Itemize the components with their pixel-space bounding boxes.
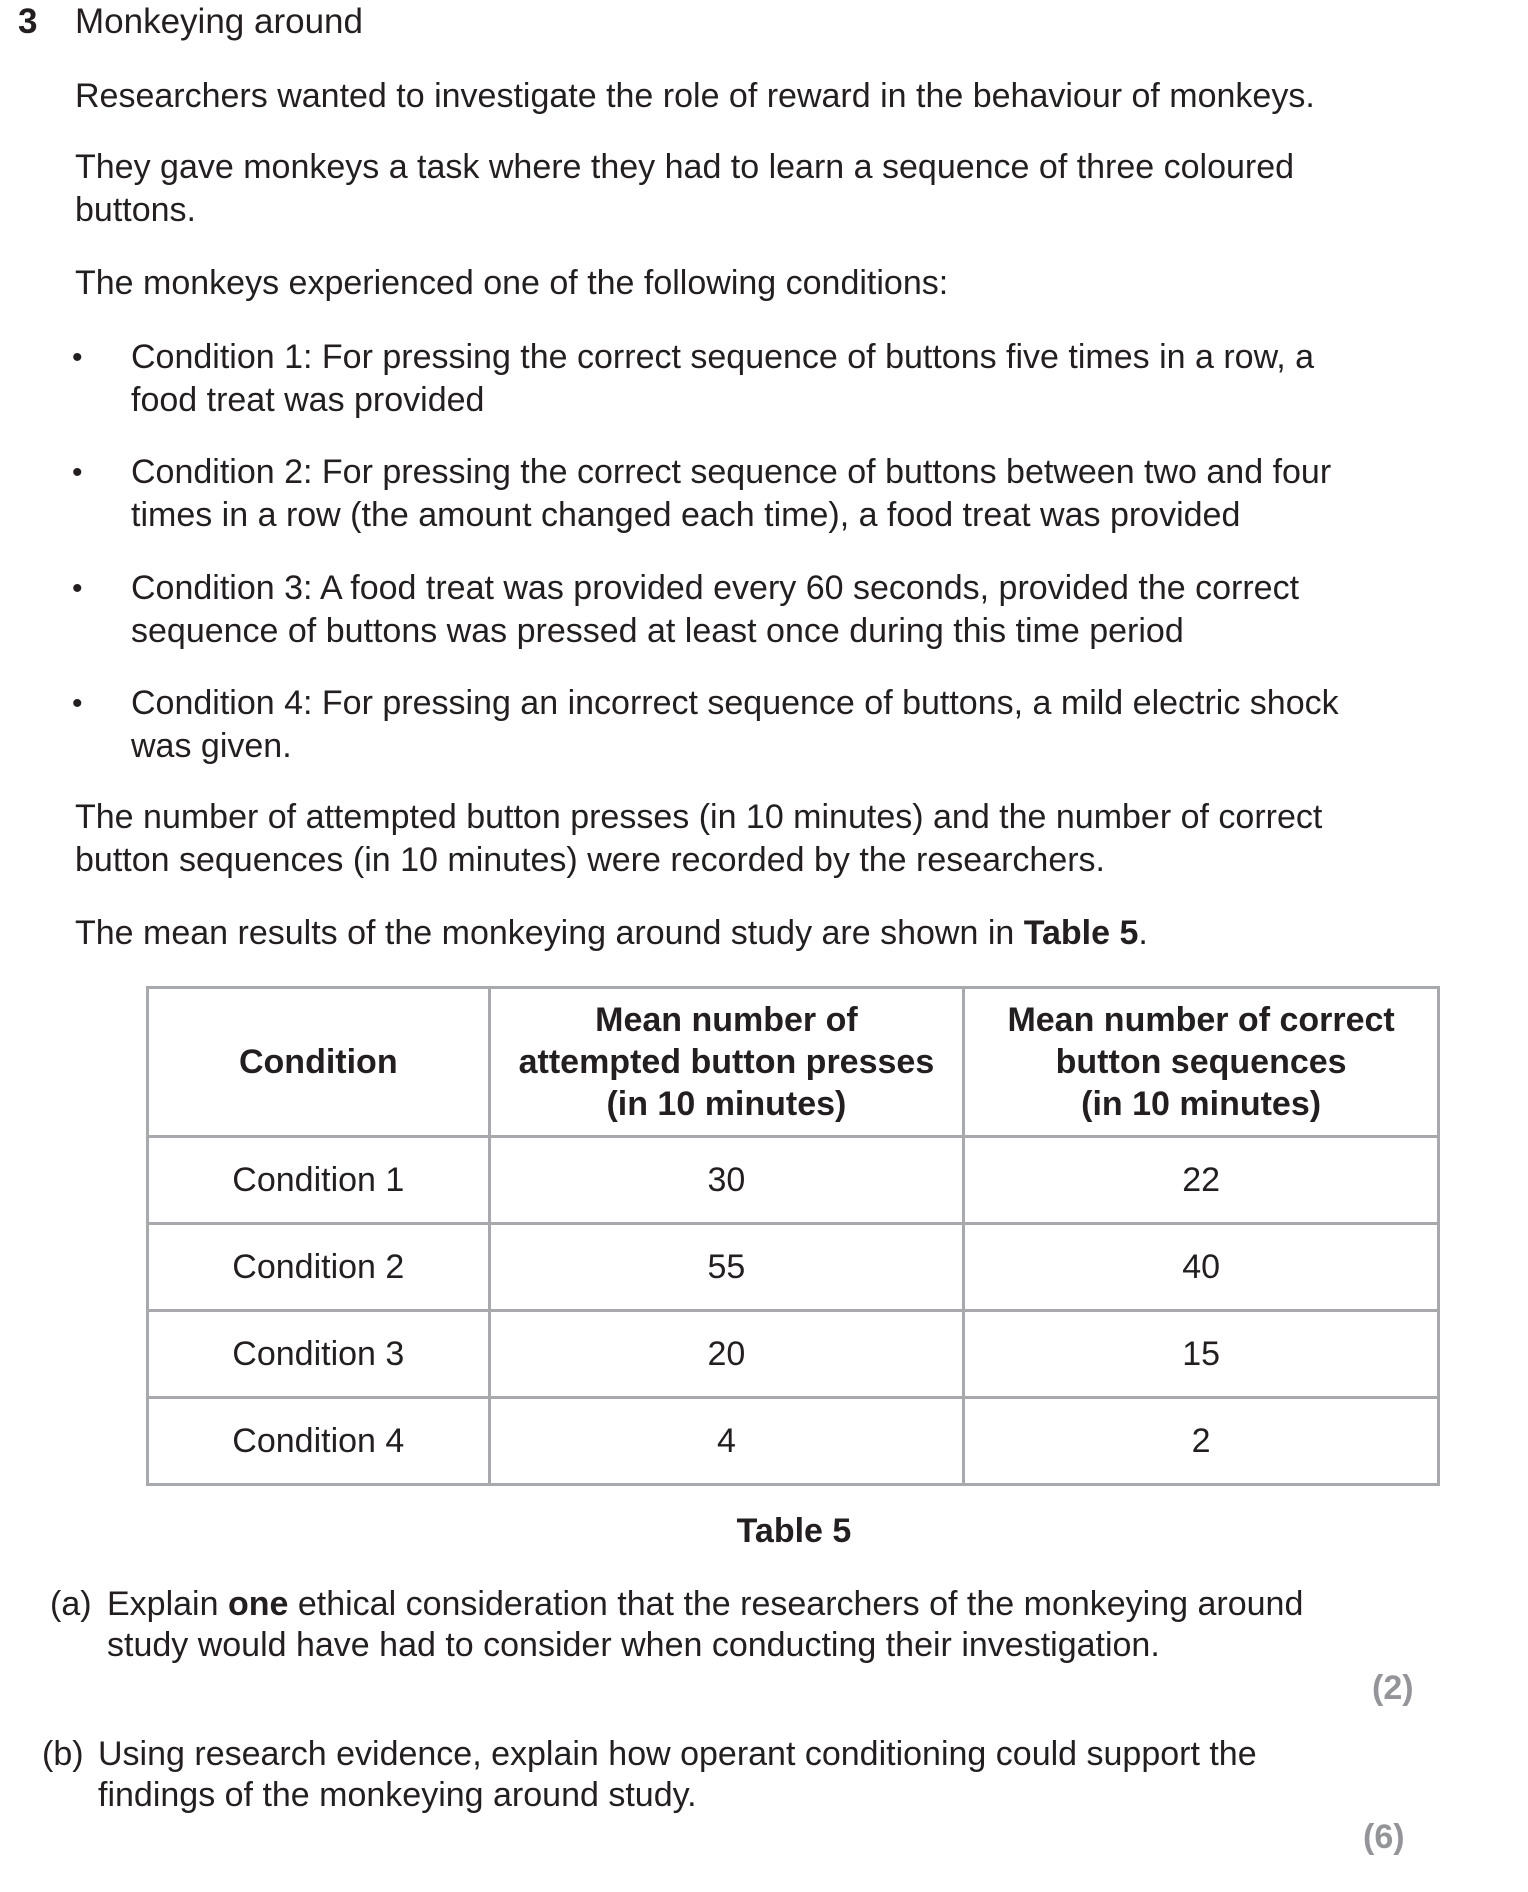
intro-paragraph-2 — [75, 146, 1375, 232]
results-intro-text: The mean results of the monkeying around study are shown in — [75, 914, 1024, 952]
table-cell-condition: Condition 3 — [148, 1311, 490, 1398]
table-caption: Table 5 — [736, 1512, 852, 1550]
table-cell-condition: Condition 4 — [148, 1398, 490, 1485]
question-title: Monkeying around — [75, 2, 363, 41]
intro-paragraph-3: The monkeys experienced one of the following conditions: — [75, 264, 949, 302]
method-paragraph — [75, 796, 1375, 882]
table-cell-correct: 2 — [964, 1398, 1439, 1485]
part-b-question — [98, 1734, 1378, 1816]
condition-item-2 — [131, 451, 1391, 537]
table-row — [148, 1137, 1439, 1224]
table-row — [148, 1311, 1439, 1398]
part-a-marks: (2) — [1372, 1669, 1414, 1707]
table-cell-attempted: 20 — [489, 1311, 964, 1398]
part-b-label: (b) — [42, 1735, 84, 1773]
part-a-question — [107, 1584, 1387, 1666]
part-b-line-2: findings of the monkeying around study. — [98, 1776, 697, 1814]
part-a-line-1-end: ethical consideration that the researchers of the monkeying around — [288, 1585, 1304, 1623]
method-paragraph-line-2: button sequences (in 10 minutes) were recorded by the researchers. — [75, 841, 1105, 879]
table-reference: Table 5 — [1023, 914, 1139, 952]
bullet-icon: • — [72, 456, 83, 489]
table-cell-attempted: 4 — [489, 1398, 964, 1485]
condition-item-4 — [131, 682, 1391, 768]
header-condition — [148, 988, 490, 1137]
condition-item-1-line-1: Condition 1: For pressing the correct sequence of buttons five times in a row, a — [131, 338, 1315, 376]
header-attempted-line-2: attempted button presses — [518, 1043, 935, 1081]
part-a-emphasis: one — [227, 1585, 289, 1623]
header-correct-line-3: (in 10 minutes) — [1081, 1085, 1322, 1123]
part-b-line-1: Using research evidence, explain how operant conditioning could support the — [98, 1735, 1257, 1773]
question-number: 3 — [18, 2, 38, 41]
table-row — [148, 1398, 1439, 1485]
condition-item-2-line-2: times in a row (the amount changed each time), a food treat was provided — [131, 496, 1241, 534]
bullet-icon: • — [72, 572, 83, 605]
condition-item-1-line-2: food treat was provided — [131, 381, 485, 419]
bullet-icon: • — [72, 341, 83, 374]
header-attempted-presses — [489, 988, 964, 1137]
header-attempted-line-1: Mean number of — [595, 1001, 858, 1039]
part-a-line-1-start: Explain — [107, 1585, 228, 1623]
table-cell-correct: 22 — [964, 1137, 1439, 1224]
part-b-marks: (6) — [1363, 1818, 1405, 1856]
intro-paragraph-2-line-1: They gave monkeys a task where they had to learn a sequence of three coloured — [75, 148, 1295, 186]
condition-item-3-line-2: sequence of buttons was pressed at least once during this time period — [131, 612, 1184, 650]
table-cell-attempted: 55 — [489, 1224, 964, 1311]
condition-item-1 — [131, 336, 1391, 422]
results-table — [146, 986, 1440, 1486]
table-cell-condition: Condition 2 — [148, 1224, 490, 1311]
bullet-icon: • — [72, 687, 83, 720]
header-correct-line-1: Mean number of correct — [1007, 1001, 1395, 1039]
table-header-row — [148, 988, 1439, 1137]
intro-paragraph-2-line-2: buttons. — [75, 191, 196, 229]
condition-item-3 — [131, 567, 1391, 653]
header-attempted-line-3: (in 10 minutes) — [606, 1085, 847, 1123]
results-intro-end: . — [1138, 914, 1148, 952]
table-cell-correct: 40 — [964, 1224, 1439, 1311]
table-cell-condition: Condition 1 — [148, 1137, 490, 1224]
condition-item-2-line-1: Condition 2: For pressing the correct sequence of buttons between two and four — [131, 453, 1332, 491]
part-a-label: (a) — [50, 1585, 92, 1623]
results-intro — [75, 912, 1375, 955]
condition-item-4-line-1: Condition 4: For pressing an incorrect sequence of buttons, a mild electric shock — [131, 684, 1339, 722]
condition-item-3-line-1: Condition 3: A food treat was provided every 60 seconds, provided the correct — [131, 569, 1300, 607]
part-a-line-2: study would have had to consider when conducting their investigation. — [107, 1626, 1160, 1664]
method-paragraph-line-1: The number of attempted button presses (in 10 minutes) and the number of correct — [75, 798, 1323, 836]
header-correct-line-2: button sequences — [1055, 1043, 1347, 1081]
table-cell-attempted: 30 — [489, 1137, 964, 1224]
condition-item-4-line-2: was given. — [131, 727, 292, 765]
table-cell-correct: 15 — [964, 1311, 1439, 1398]
table-row — [148, 1224, 1439, 1311]
intro-paragraph-1: Researchers wanted to investigate the role of reward in the behaviour of monkeys. — [75, 77, 1315, 115]
header-condition-line-1: Condition — [238, 1043, 398, 1081]
part-a-line-1 — [107, 1584, 1387, 1625]
header-correct-sequences — [964, 988, 1439, 1137]
